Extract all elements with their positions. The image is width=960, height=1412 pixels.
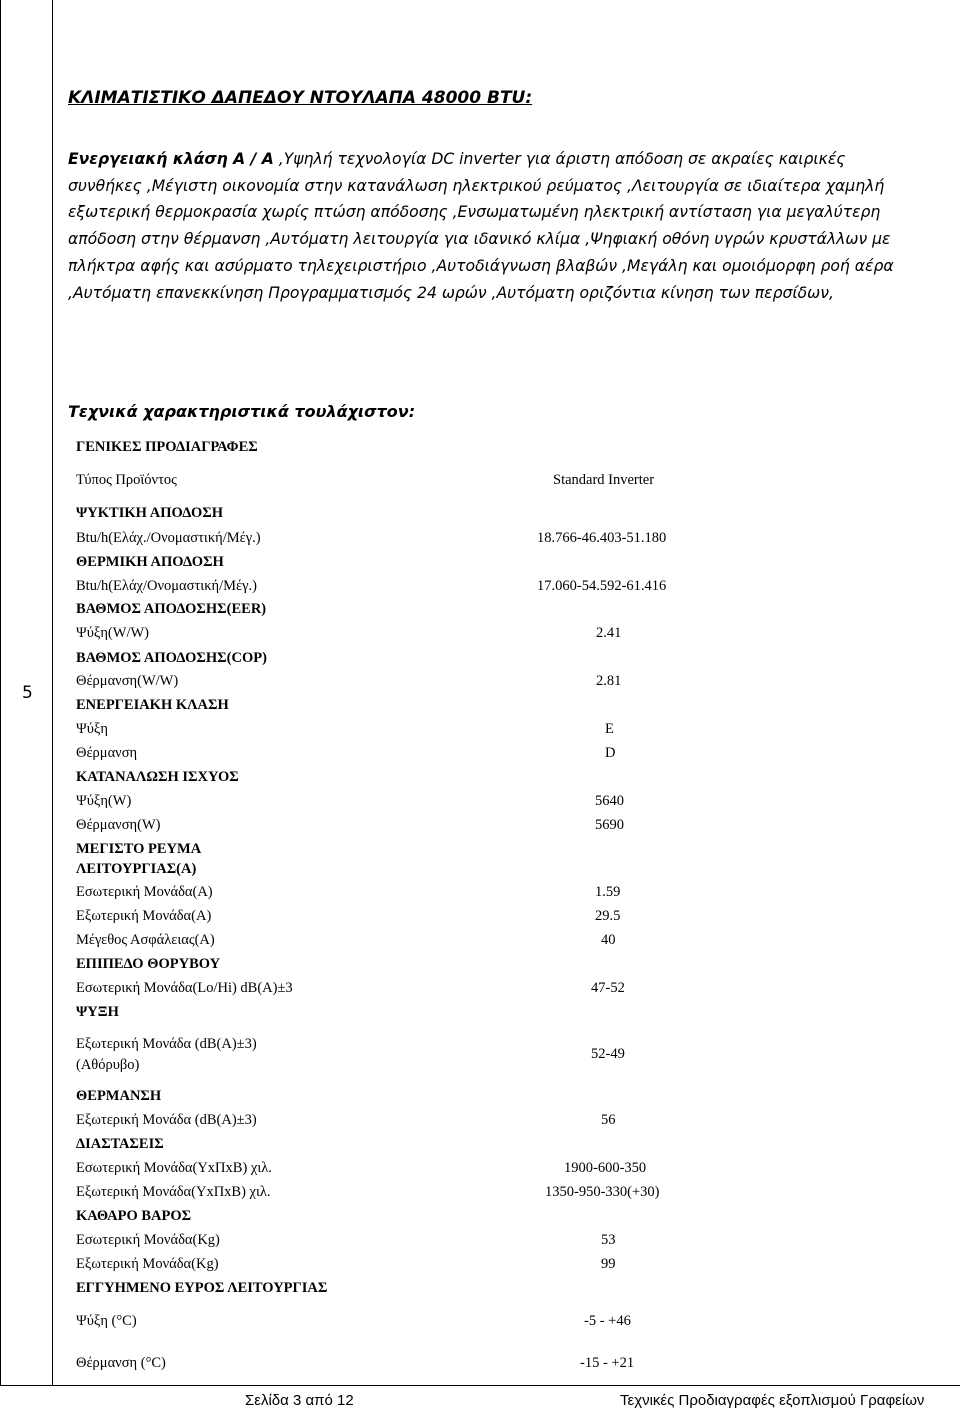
spec-value-energy-cool: E — [605, 721, 614, 737]
spec-value-current-in: 1.59 — [595, 884, 621, 900]
spec-label-noise-in: Εσωτερική Μονάδα(Lo/Hi) dB(A)±3 — [76, 980, 293, 996]
spec-header-range: ΕΓΓΥΗΜΕΝΟ ΕΥΡΟΣ ΛΕΙΤΟΥΡΓΙΑΣ — [76, 1280, 328, 1296]
spec-label-power-heat: Θέρμανση(W) — [76, 817, 161, 833]
spec-value-fuse: 40 — [601, 932, 616, 948]
spec-header-current-2: ΛΕΙΤΟΥΡΓΙΑΣ(A) — [76, 861, 197, 877]
spec-header-eer: ΒΑΘΜΟΣ ΑΠΟΔΟΣΗΣ(EER) — [76, 601, 267, 617]
spec-label-heating: Btu/h(Ελάχ/Ονομαστική/Μέγ.) — [76, 578, 257, 594]
spec-header-general: ΓΕΝΙΚΕΣ ΠΡΟΔΙΑΓΡΑΦΕΣ — [76, 439, 258, 455]
spec-label-weight-in: Εσωτερική Μονάδα(Kg) — [76, 1232, 220, 1248]
spec-value-cooling: 18.766-46.403-51.180 — [537, 530, 667, 546]
intro-text: ,Υψηλή τεχνολογία DC inverter για άριστη απόδοση σε ακραίες καιρικές συνθήκες ,Μέγιστη οικονομία στην κατανάλωση ηλεκτρικού ρεύματος ,Λειτουργία σε ιδιαίτερα χαμηλή εξωτερική θερμοκρασία χωρίς πτώση απόδοσης ,Ενσωματωμένη ηλεκτρική αντίσταση για μεγαλύτερη απόδοση στην θέρμανση ,Αυτόματη λειτουργία για ιδανικό κλίμα ,Ψηφιακή οθόνη υγρών κρυστάλλων με πλήκτρα αφής και ασύρματο τηλεχειριστήριο ,Αυτοδιάγνωση βλαβών ,Μεγάλη και ομοιόμορφη ροή αέρα ,Αυτόματη επανεκκίνηση Προγραμματισμός 24 ωρών ,Αυτόματη οριζόντια κίνηση των περσίδων, — [68, 150, 894, 302]
intro-paragraph — [68, 146, 908, 306]
row-number: 5 — [22, 683, 33, 703]
page-title: ΚΛΙΜΑΤΙΣΤΙΚΟ ΔΑΠΕΔΟΥ ΝΤΟΥΛΑΠΑ 48000 BTU: — [68, 88, 533, 108]
spec-header-energy: ΕΝΕΡΓΕΙΑΚΗ ΚΛΑΣΗ — [76, 697, 229, 713]
spec-label-noise-out-1: Εξωτερική Μονάδα (dB(A)±3) — [76, 1036, 257, 1052]
spec-label-noise-out-heat: Εξωτερική Μονάδα (dB(A)±3) — [76, 1112, 257, 1128]
spec-value-noise-in: 47-52 — [591, 980, 625, 996]
spec-label-fuse: Μέγεθος Ασφάλειας(A) — [76, 932, 215, 948]
footer-page-number: Σελίδα 3 από 12 — [245, 1392, 354, 1409]
spec-header-power: ΚΑΤΑΝΑΛΩΣΗ ΙΣΧΥΟΣ — [76, 769, 239, 785]
footer-document-title: Τεχνικές Προδιαγραφές εξοπλισμού Γραφείων — [620, 1392, 925, 1409]
spec-header-noise-cool: ΨΥΞΗ — [76, 1004, 119, 1020]
spec-value-weight-out: 99 — [601, 1256, 616, 1272]
spec-label-dims-out: Εξωτερική Μονάδα(ΥxΠxΒ) χιλ. — [76, 1184, 271, 1200]
spec-label-energy-cool: Ψύξη — [76, 721, 108, 737]
spec-label-dims-in: Εσωτερική Μονάδα(ΥxΠxΒ) χιλ. — [76, 1160, 272, 1176]
spec-label-current-in: Εσωτερική Μονάδα(A) — [76, 884, 213, 900]
spec-label-product-type: Τύπος Προϊόντος — [76, 472, 177, 488]
spec-value-heating: 17.060-54.592-61.416 — [537, 578, 667, 594]
spec-header-cop: ΒΑΘΜΟΣ ΑΠΟΔΟΣΗΣ(COP) — [76, 650, 267, 666]
spec-value-energy-heat: D — [605, 745, 616, 761]
spec-label-current-out: Εξωτερική Μονάδα(A) — [76, 908, 212, 924]
spec-header-weight: ΚΑΘΑΡΟ ΒΑΡΟΣ — [76, 1208, 192, 1224]
spec-value-noise-out-heat: 56 — [601, 1112, 616, 1128]
spec-value-dims-in: 1900-600-350 — [564, 1160, 647, 1176]
spec-header-current-1: ΜΕΓΙΣΤΟ ΡΕΥΜΑ — [76, 841, 202, 857]
spec-label-eer: Ψύξη(W/W) — [76, 625, 149, 641]
tech-heading: Τεχνικά χαρακτηριστικά τουλάχιστον: — [68, 402, 416, 421]
spec-value-eer: 2.41 — [596, 625, 622, 641]
spec-header-noise: ΕΠΙΠΕΔΟ ΘΟΡΥΒΟΥ — [76, 956, 221, 972]
spec-label-power-cool: Ψύξη(W) — [76, 793, 132, 809]
spec-label-noise-out-2: (Αθόρυβο) — [76, 1057, 140, 1073]
spec-header-noise-heat: ΘΕΡΜΑΝΣΗ — [76, 1088, 162, 1104]
spec-label-weight-out: Εξωτερική Μονάδα(Kg) — [76, 1256, 219, 1272]
spec-label-energy-heat: Θέρμανση — [76, 745, 138, 761]
spec-label-range-heat: Θέρμανση (°C) — [76, 1355, 166, 1371]
spec-header-cooling: ΨΥΚΤΙΚΗ ΑΠΟΔΟΣΗ — [76, 505, 224, 521]
spec-value-cop: 2.81 — [596, 673, 622, 689]
spec-value-noise-out: 52-49 — [591, 1046, 625, 1062]
spec-value-product-type: Standard Inverter — [553, 472, 655, 488]
spec-label-cop: Θέρμανση(W/W) — [76, 673, 179, 689]
spec-label-cooling: Btu/h(Ελάχ./Ονομαστική/Μέγ.) — [76, 530, 261, 546]
spec-label-range-cool: Ψύξη (°C) — [76, 1313, 137, 1329]
spec-value-weight-in: 53 — [601, 1232, 616, 1248]
spec-header-heating: ΘΕΡΜΙΚΗ ΑΠΟΔΟΣΗ — [76, 554, 224, 570]
spec-value-power-heat: 5690 — [595, 817, 624, 833]
spec-value-dims-out: 1350-950-330(+30) — [545, 1184, 660, 1200]
spec-header-dims: ΔΙΑΣΤΑΣΕΙΣ — [76, 1136, 164, 1152]
spec-value-current-out: 29.5 — [595, 908, 621, 924]
spec-value-range-heat: -15 - +21 — [580, 1355, 635, 1371]
spec-value-range-cool: -5 - +46 — [584, 1313, 631, 1329]
spec-value-power-cool: 5640 — [595, 793, 624, 809]
energy-class-lead: Ενεργειακή κλάση A / A — [68, 150, 274, 168]
